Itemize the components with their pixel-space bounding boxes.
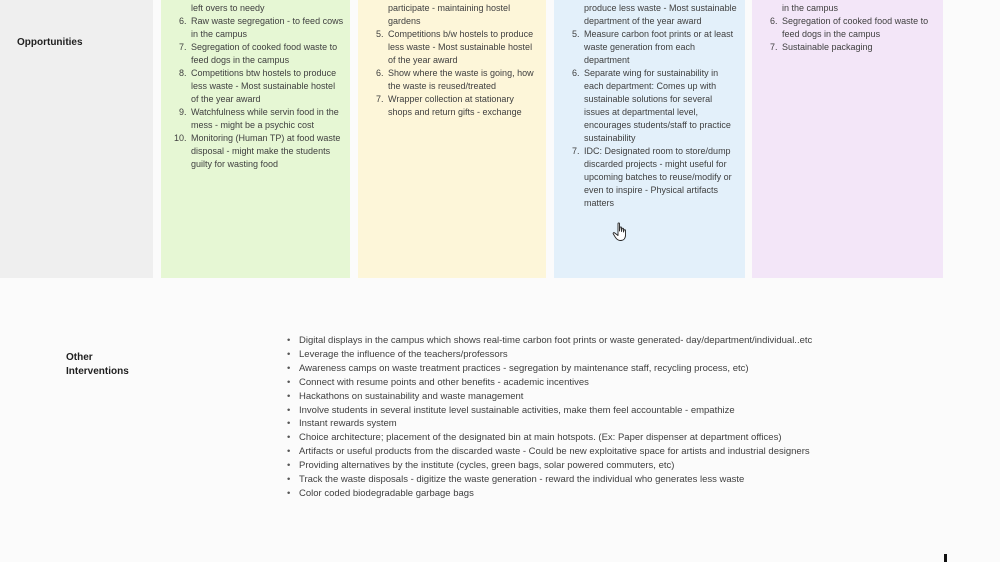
opportunity-item: 10. Monitoring (Human TP) at food waste disposal - might make the students guilty for wasting food	[189, 132, 344, 171]
opportunity-item: 5. in the campus	[780, 0, 937, 15]
intervention-item: • Involve students in several institute level sustainable activities, make them feel accountable - empathize	[299, 404, 812, 418]
opportunity-item: 7. Wrapper collection at stationary shops and return gifts - exchange	[386, 93, 540, 119]
opportunity-item: 6. Segregation of cooked food waste to feed dogs in the campus	[780, 15, 937, 41]
other-interventions-list	[287, 334, 812, 501]
text-cursor-mark	[944, 554, 947, 562]
opportunity-item: 9. Watchfulness while servin food in the mess - might be a psychic cost	[189, 106, 344, 132]
intervention-item: • Awareness camps on waste treatment practices - segregation by maintenance staff, recycling process, etc)	[299, 362, 812, 376]
opportunity-column-4	[752, 0, 943, 278]
intervention-item: • Instant rewards system	[299, 417, 812, 431]
opportunity-list	[752, 0, 937, 54]
opportunity-item: 4. participate - maintaining hostel gardens	[386, 0, 540, 28]
intervention-item: • Choice architecture; placement of the designated bin at main hotspots. (Ex: Paper dispenser at department offices)	[299, 431, 812, 445]
opportunity-item: 5. left overs to needy	[189, 0, 344, 15]
opportunity-column-1	[161, 0, 350, 278]
opportunity-item: 4. produce less waste - Most sustainable department of the year award	[582, 0, 739, 28]
opportunity-column-3	[554, 0, 745, 278]
opportunity-item: 5. Measure carbon foot prints or at least waste generation from each department	[582, 28, 739, 67]
opportunity-item: 8. Competitions btw hostels to produce less waste - Most sustainable hostel of the year award	[189, 67, 344, 106]
opportunity-item: 7. Segregation of cooked food waste to feed dogs in the campus	[189, 41, 344, 67]
intervention-item: • Providing alternatives by the institute (cycles, green bags, solar powered commuters, etc)	[299, 459, 812, 473]
intervention-item: • Artifacts or useful products from the discarded waste - Could be new exploitative space for artists and industrial designers	[299, 445, 812, 459]
opportunities-label: Opportunities	[17, 37, 83, 48]
other-interventions-label-line2: Interventions	[66, 366, 129, 377]
opportunity-item: 5. Competitions b/w hostels to produce less waste - Most sustainable hostel of the year award	[386, 28, 540, 67]
opportunity-list	[358, 0, 540, 119]
intervention-item: • Track the waste disposals - digitize the waste generation - reward the individual who generates less waste	[299, 473, 812, 487]
intervention-item: • Hackathons on sustainability and waste management	[299, 390, 812, 404]
opportunity-item: 6. Separate wing for sustainability in each department: Comes up with sustainable solutions for several issues at departmental level, encourages students/staff to practice sustainability	[582, 67, 739, 145]
intervention-item: • Digital displays in the campus which shows real-time carbon foot prints or waste generated- day/department/individual..etc	[299, 334, 812, 348]
opportunity-column-2	[358, 0, 546, 278]
opportunity-list	[161, 0, 344, 171]
intervention-item: • Leverage the influence of the teachers/professors	[299, 348, 812, 362]
other-interventions-label-line1: Other	[66, 352, 93, 363]
opportunity-list	[554, 0, 739, 210]
opportunity-item: 6. Show where the waste is going, how the waste is reused/treated	[386, 67, 540, 93]
hand-pointer-icon	[612, 222, 628, 242]
opportunity-item: 7. IDC: Designated room to store/dump discarded projects - might useful for upcoming batches to reuse/modify or even to inspire - Physical artifacts matters	[582, 145, 739, 210]
intervention-item: • Connect with resume points and other benefits - academic incentives	[299, 376, 812, 390]
opportunity-item: 6. Raw waste segregation - to feed cows in the campus	[189, 15, 344, 41]
intervention-item: • Color coded biodegradable garbage bags	[299, 487, 812, 501]
opportunity-item: 7. Sustainable packaging	[780, 41, 937, 54]
